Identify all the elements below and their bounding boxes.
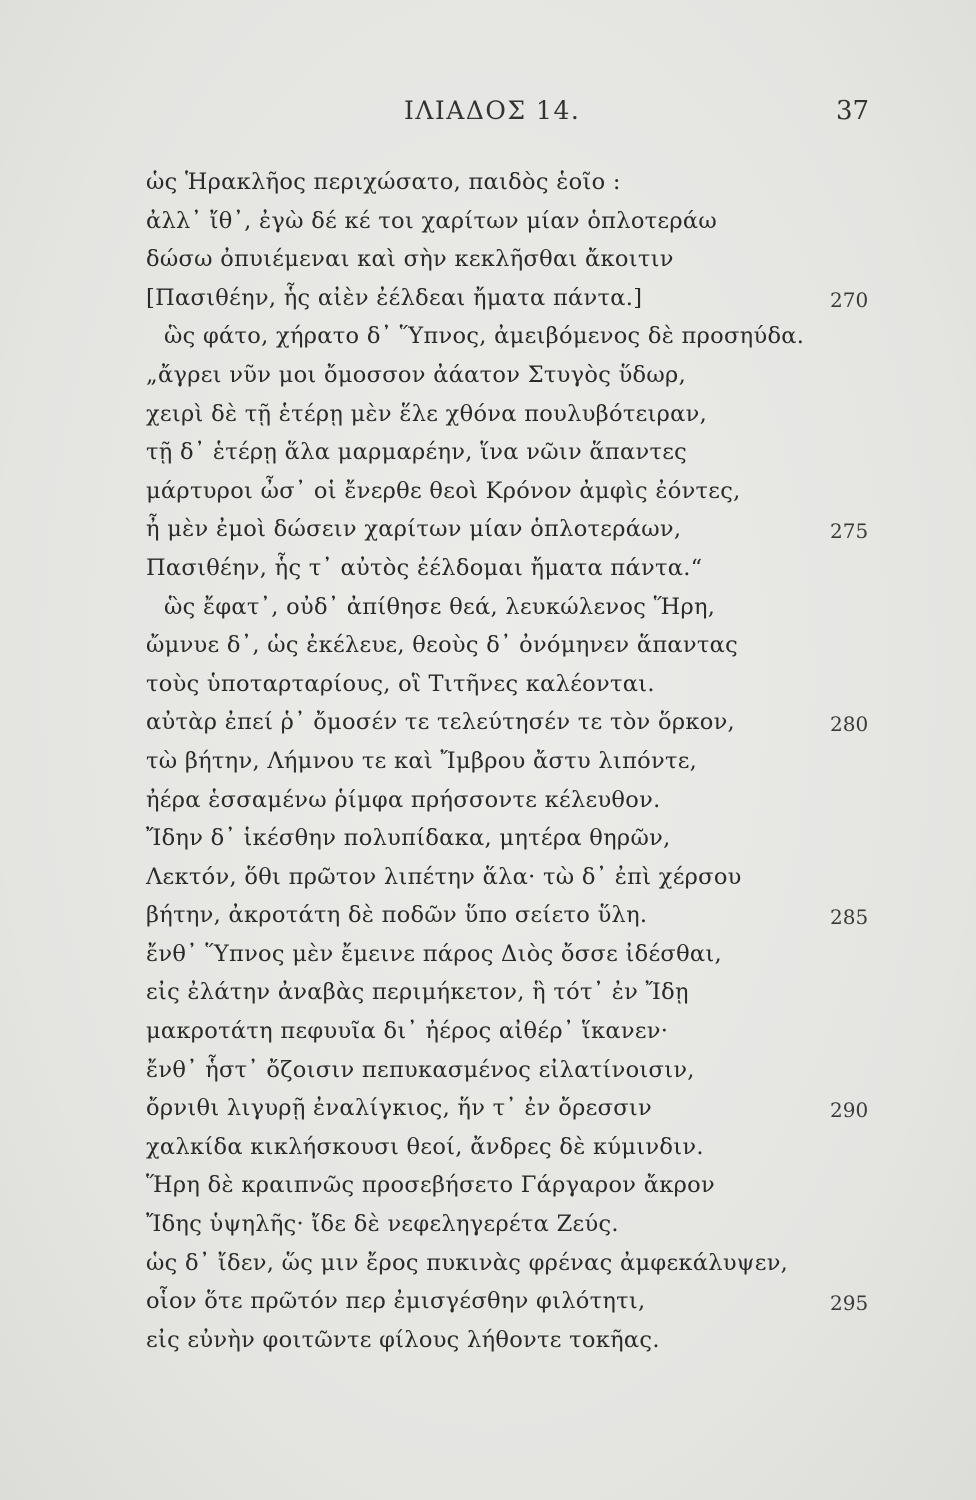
verse-line bbox=[0, 1171, 976, 1210]
verse-line bbox=[0, 940, 976, 979]
verse-text: αὐτὰρ ἐπεί ῥ᾽ ὄμοσέν τε τελεύτησέν τε τὸν ὅρκον, bbox=[146, 709, 735, 736]
line-number: 295 bbox=[830, 1291, 869, 1316]
verse-line bbox=[0, 168, 976, 207]
running-title: ΙΛΙΑΔΟΣ 14. bbox=[404, 96, 581, 125]
verse-text: τὼ βήτην, Λήμνου τε καὶ Ἴμβρου ἄστυ λιπόντε, bbox=[146, 747, 698, 774]
verse-text: ἀλλ᾽ ἴθ᾽, ἐγὼ δέ κέ τοι χαρίτων μίαν ὁπλοτεράω bbox=[146, 207, 718, 234]
verse-text: Λεκτόν, ὅθι πρῶτον λιπέτην ἅλα· τὼ δ᾽ ἐπὶ χέρσου bbox=[146, 863, 742, 890]
verse-line bbox=[0, 245, 976, 284]
page-header bbox=[0, 96, 976, 136]
verse-line bbox=[0, 747, 976, 786]
verse-text: τῇ δ᾽ ἑτέρῃ ἅλα μαρμαρέην, ἵνα νῶιν ἅπαντες bbox=[146, 439, 688, 466]
verse-line bbox=[0, 515, 976, 554]
verse-text: „ἄγρει νῦν μοι ὄμοσσον ἀάατον Στυγὸς ὕδωρ, bbox=[146, 361, 687, 388]
line-number: 290 bbox=[830, 1098, 869, 1123]
verse-line bbox=[0, 786, 976, 825]
line-number: 280 bbox=[830, 712, 869, 737]
verse-line bbox=[0, 322, 976, 361]
verse-line bbox=[0, 207, 976, 246]
verse-text: ὡς δ᾽ ἴδεν, ὥς μιν ἔρος πυκινὰς φρένας ἀμφεκάλυψεν, bbox=[146, 1249, 789, 1276]
verse-line bbox=[0, 863, 976, 902]
verse-text: ὣς φάτο, χήρατο δ᾽ Ὕπνος, ἀμειβόμενος δὲ προσηύδα. bbox=[164, 323, 805, 350]
verse-text: ἔνθ᾽ Ὕπνος μὲν ἔμεινε πάρος Διὸς ὄσσε ἰδέσθαι, bbox=[146, 940, 722, 967]
verse-line bbox=[0, 901, 976, 940]
verse-line bbox=[0, 1326, 976, 1365]
verse-line bbox=[0, 554, 976, 593]
verse-line bbox=[0, 1287, 976, 1326]
verse-line bbox=[0, 1210, 976, 1249]
verse-line bbox=[0, 1017, 976, 1056]
verse-text: Ἥρη δὲ κραιπνῶς προσεβήσετο Γάργαρον ἄκρον bbox=[146, 1172, 715, 1199]
verse-text: ὡς Ἡρακλῆος περιχώσατο, παιδὸς ἑοῖο : bbox=[146, 169, 621, 195]
verse-text: δώσω ὀπυιέμεναι καὶ σὴν κεκλῆσθαι ἄκοιτιν bbox=[146, 246, 674, 273]
verse-text: εἰς εὐνὴν φοιτῶντε φίλους λήθοντε τοκῆας. bbox=[146, 1326, 660, 1353]
verse-line bbox=[0, 361, 976, 400]
verse-line bbox=[0, 978, 976, 1017]
verse-line bbox=[0, 1094, 976, 1133]
verse-text: χειρὶ δὲ τῇ ἑτέρῃ μὲν ἕλε χθόνα πουλυβότειραν, bbox=[146, 400, 708, 427]
verse-line bbox=[0, 284, 976, 323]
verse-text: εἰς ἐλάτην ἀναβὰς περιμήκετον, ἣ τότ᾽ ἐν Ἴδῃ bbox=[146, 979, 689, 1006]
verse-text: ἦ μὲν ἐμοὶ δώσειν χαρίτων μίαν ὁπλοτεράων, bbox=[146, 516, 682, 543]
line-number: 270 bbox=[830, 287, 869, 312]
verse-line bbox=[0, 631, 976, 670]
verse-text: ὣς ἔφατ᾽, οὐδ᾽ ἀπίθησε θεά, λευκώλενος Ἥρη, bbox=[164, 593, 716, 620]
verse-line bbox=[0, 1249, 976, 1288]
verse-text: χαλκίδα κικλήσκουσι θεοί, ἄνδρες δὲ κύμινδιν. bbox=[146, 1133, 704, 1160]
page-number: 37 bbox=[836, 96, 870, 126]
verse-text: οἷον ὅτε πρῶτόν περ ἐμισγέσθην φιλότητι, bbox=[146, 1288, 646, 1315]
verse-line bbox=[0, 477, 976, 516]
verse-line bbox=[0, 670, 976, 709]
line-number: 285 bbox=[830, 905, 869, 930]
verse-line bbox=[0, 400, 976, 439]
verse-text: ὄρνιθι λιγυρῇ ἐναλίγκιος, ἥν τ᾽ ἐν ὄρεσσιν bbox=[146, 1095, 652, 1122]
verse-text: ἠέρα ἑσσαμένω ῥίμφα πρήσσοντε κέλευθον. bbox=[146, 786, 661, 813]
verse-text: Ἴδης ὑψηλῆς· ἴδε δὲ νεφεληγερέτα Ζεύς. bbox=[146, 1211, 619, 1238]
verse-text: βήτην, ἀκροτάτη δὲ ποδῶν ὕπο σείετο ὕλη. bbox=[146, 902, 648, 929]
verse-text: ἔνθ᾽ ἧστ᾽ ὄζοισιν πεπυκασμένος εἰλατίνοισιν, bbox=[146, 1056, 695, 1083]
verse-text: ὤμνυε δ᾽, ὡς ἐκέλευε, θεοὺς δ᾽ ὀνόμηνεν ἅπαντας bbox=[146, 632, 739, 659]
verse-text: μάρτυροι ὦσ᾽ οἱ ἔνερθε θεοὶ Κρόνον ἀμφὶς ἐόντες, bbox=[146, 477, 741, 504]
verse-text: [Πασιθέην, ἧς αἰὲν ἐέλδεαι ἤματα πάντα.] bbox=[146, 284, 643, 311]
verse-line bbox=[0, 593, 976, 632]
verse-block bbox=[0, 168, 976, 1364]
line-number: 275 bbox=[830, 519, 869, 544]
verse-text: τοὺς ὑποταρταρίους, οἳ Τιτῆνες καλέονται. bbox=[146, 670, 655, 697]
verse-line bbox=[0, 1056, 976, 1095]
verse-line bbox=[0, 824, 976, 863]
verse-text: μακροτάτη πεφυυῖα δι᾽ ἠέρος αἰθέρ᾽ ἵκανεν· bbox=[146, 1018, 669, 1045]
verse-line bbox=[0, 708, 976, 747]
verse-line bbox=[0, 438, 976, 477]
verse-text: Ἴδην δ᾽ ἱκέσθην πολυπίδακα, μητέρα θηρῶν, bbox=[146, 825, 671, 852]
verse-line bbox=[0, 1133, 976, 1172]
verse-text: Πασιθέην, ἧς τ᾽ αὐτὸς ἐέλδομαι ἤματα πάντα.“ bbox=[146, 554, 703, 581]
